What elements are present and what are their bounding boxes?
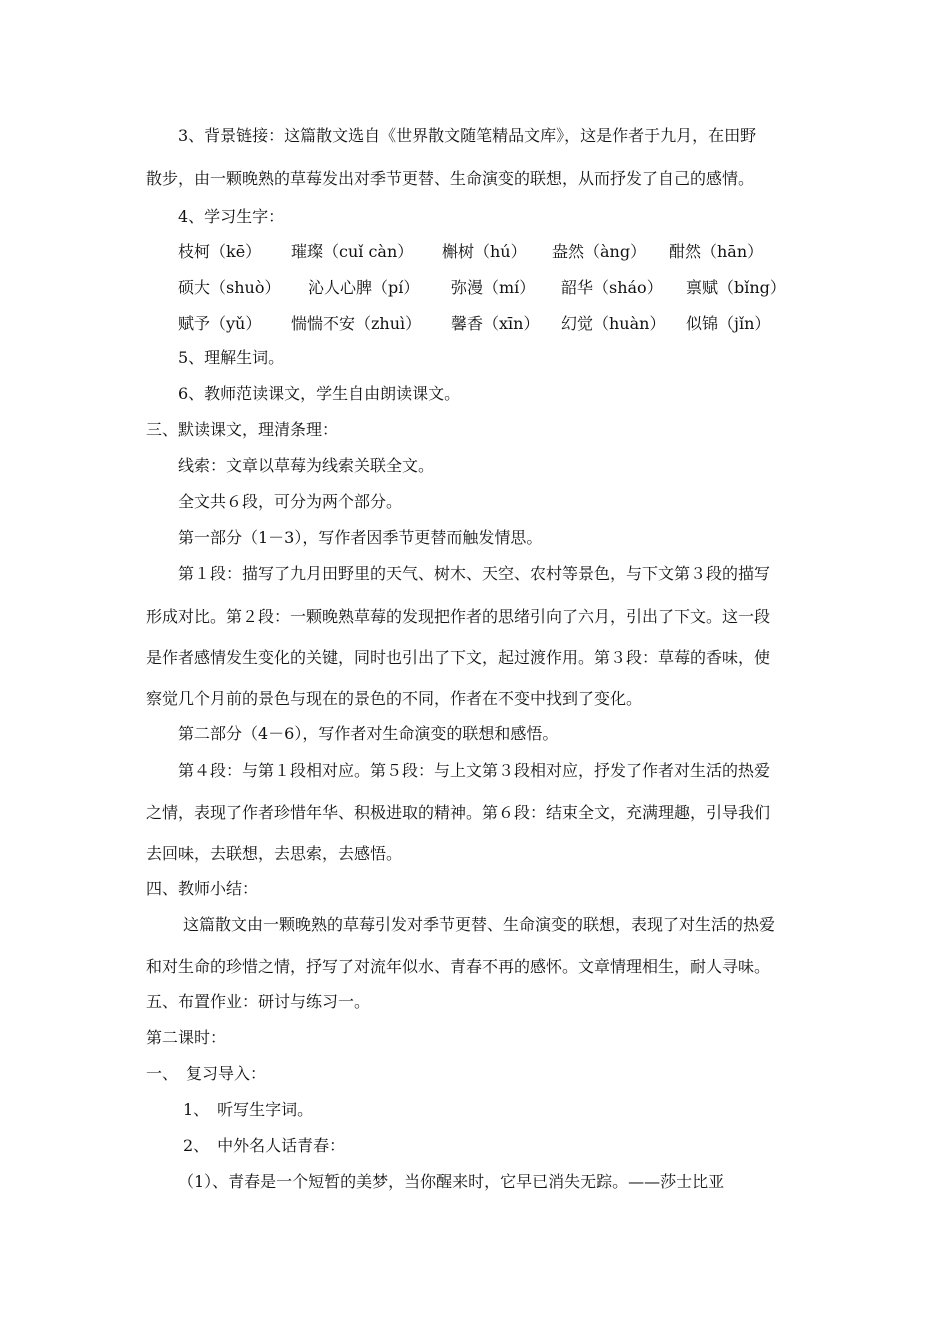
vocab-item: 幻觉（huàn） bbox=[561, 314, 666, 333]
paragraph-analysis-line-3: 是作者感情发生变化的关键，同时也引出了下文，起过渡作用。第３段：草莓的香味，使 bbox=[146, 648, 771, 667]
background-link-line-1: 3、背景链接：这篇散文选自《世界散文随笔精品文库》，这是作者于九月，在田野 bbox=[178, 126, 757, 145]
vocab-item: 韶华（sháo） bbox=[561, 278, 663, 297]
vocab-item: 沁人心脾（pí） bbox=[308, 278, 420, 297]
vocab-item: 硕大（shuò） bbox=[178, 278, 281, 297]
part-two: 第二部分（4－6），写作者对生命演变的联想和感悟。 bbox=[178, 724, 559, 743]
vocab-item: 酣然（hān） bbox=[669, 242, 764, 261]
paragraph-analysis-2-line-3: 去回味，去联想，去思索，去感悟。 bbox=[146, 844, 403, 863]
vocab-item: 枝柯（kē） bbox=[178, 242, 262, 261]
vocab-item: 赋予（yǔ） bbox=[178, 314, 262, 333]
section-three-heading: 三、默读课文，理清条理： bbox=[146, 420, 339, 439]
understand-words: 5、理解生词。 bbox=[178, 348, 285, 367]
background-link-line-2: 散步，由一颗晚熟的草莓发出对季节更替、生命演变的联想，从而抒发了自己的感情。 bbox=[146, 169, 755, 188]
review-heading: 一、 复习导入： bbox=[146, 1064, 267, 1083]
vocab-item: 似锦（jǐn） bbox=[686, 314, 771, 333]
vocab-item: 弥漫（mí） bbox=[451, 278, 536, 297]
review-item-2: 2、 中外名人话青春： bbox=[183, 1136, 346, 1155]
vocab-item: 惴惴不安（zhuì） bbox=[291, 314, 422, 333]
paragraph-analysis-2-line-2: 之情，表现了作者珍惜年华、积极进取的精神。第６段：结束全文，充满理趣，引导我们 bbox=[146, 803, 771, 822]
paragraph-analysis-line-1: 第１段：描写了九月田野里的天气、树木、天空、农村等景色，与下文第３段的描写 bbox=[178, 564, 771, 583]
section-four-heading: 四、教师小结： bbox=[146, 879, 259, 898]
vocab-item: 璀璨（cuǐ càn） bbox=[291, 242, 414, 261]
vocab-row-3 bbox=[0, 312, 950, 336]
review-item-1: 1、 听写生字词。 bbox=[183, 1100, 314, 1119]
part-one: 第一部分（1－3），写作者因季节更替而触发情思。 bbox=[178, 528, 543, 547]
summary-line-2: 和对生命的珍惜之情，抒写了对流年似水、青春不再的感怀。文章情理相生，耐人寻味。 bbox=[146, 957, 771, 976]
lesson-two-heading: 第二课时： bbox=[146, 1028, 227, 1047]
vocab-item: 馨香（xīn） bbox=[451, 314, 540, 333]
learn-characters-heading: 4、学习生字： bbox=[178, 207, 285, 226]
paragraph-analysis-line-2: 形成对比。第２段：一颗晚熟草莓的发现把作者的思绪引向了六月，引出了下文。这一段 bbox=[146, 607, 771, 626]
vocab-item: 槲树（hú） bbox=[442, 242, 527, 261]
paragraph-analysis-line-4: 察觉几个月前的景色与现在的景色的不同，作者在不变中找到了变化。 bbox=[146, 689, 643, 708]
vocab-item: 禀赋（bǐng） bbox=[686, 278, 786, 297]
summary-line-1: 这篇散文由一颗晚熟的草莓引发对季节更替、生命演变的联想，表现了对生活的热爱 bbox=[183, 915, 776, 934]
vocab-row-1 bbox=[0, 240, 950, 264]
clue-line: 线索：文章以草莓为线索关联全文。 bbox=[178, 456, 435, 475]
vocab-item: 盎然（àng） bbox=[552, 242, 647, 261]
paragraph-analysis-2-line-1: 第４段：与第１段相对应。第５段：与上文第３段相对应，抒发了作者对生活的热爱 bbox=[178, 761, 771, 780]
total-paragraphs: 全文共６段，可分为两个部分。 bbox=[178, 492, 403, 511]
teacher-read: 6、教师范读课文，学生自由朗读课文。 bbox=[178, 384, 461, 403]
section-five-heading: 五、布置作业：研讨与练习一。 bbox=[146, 992, 371, 1011]
vocab-row-2 bbox=[0, 276, 950, 300]
quote-1: （1）、青春是一个短暂的美梦，当你醒来时，它早已消失无踪。——莎士比亚 bbox=[178, 1172, 725, 1191]
